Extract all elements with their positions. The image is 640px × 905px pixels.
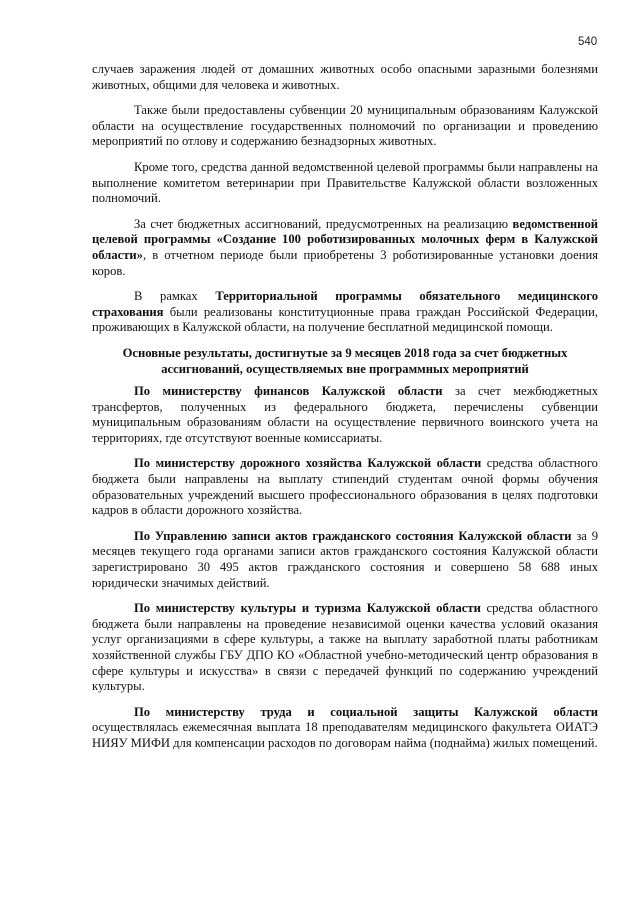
paragraph <box>92 62 598 93</box>
paragraph-text: за счет межбюджетных трансфертов, полученных из федерального бюджета, перечислены субвенции муниципальным образованиям области на осуществление первичного воинского учета на территориях, где отсутствуют военные комиссариаты. <box>92 384 598 445</box>
paragraph <box>92 103 598 150</box>
ministry-paragraph <box>92 529 598 591</box>
ministry-name: По министерству финансов Калужской области <box>134 384 443 399</box>
program-name: Территориальной программы обязательного медицинского страхования <box>92 289 598 319</box>
page-content <box>92 62 598 762</box>
paragraph-text: средства областного бюджета были направлены на выплату стипендий студентам очной формы обучения образовательных учреждений высшего профессионального образования в целях подготовки кадров в области дорожного хозяйства. <box>92 456 598 518</box>
ministry-paragraph <box>92 456 598 518</box>
page-number: 540 <box>578 36 598 48</box>
ministry-name: По министерству культуры и туризма Калужской области <box>134 601 481 616</box>
paragraph-text: Также были предоставлены субвенции 20 муниципальным образованиям Калужской области на осуществление государственных полномочий по организации и проведению мероприятий по отлову и содержанию безнадзорных животных. <box>92 103 598 149</box>
paragraph <box>92 217 598 279</box>
paragraph-lead: В рамках <box>134 289 216 304</box>
paragraph-text: за 9 месяцев текущего года органами записи актов гражданского состояния Калужской области зарегистрировано 30 495 актов гражданского состояния и совершено 58 688 иных юридически значимых действий. <box>92 528 598 590</box>
paragraph-text: были реализованы конституционные права граждан Российской Федерации, проживающих в Калужской области, на получение бесплатной медицинской помощи. <box>92 304 598 335</box>
paragraph-text: осуществлялась ежемесячная выплата 18 преподавателям медицинского факультета ОИАТЭ НИЯУ МИФИ для компенсации расходов по договорам найма (поднайма) жилых помещений. <box>92 720 598 750</box>
paragraph-lead: За счет бюджетных ассигнований, предусмотренных на реализацию <box>134 216 513 231</box>
section-heading: Основные результаты, достигнутые за 9 месяцев 2018 года за счет бюджетных ассигнований, осуществляемых вне программных мероприятий <box>122 345 568 376</box>
ministry-name: По Управлению записи актов гражданского состояния Калужской области <box>134 528 572 543</box>
paragraph-text: средства областного бюджета были направлены на проведение независимой оценки качества условий оказания услуг организациями в сфере культуры, а также на выплату заработной платы работникам хозяйственной службы ГБУ ДПО КО «Областной учебно-методический центр образования в сфере культуры и искусства» в связи с передачей функций по содержанию учреждений культуры. <box>92 601 598 694</box>
ministry-name: По министерству труда и социальной защиты Калужской области <box>134 704 598 719</box>
paragraph-text: случаев заражения людей от домашних животных особо опасными заразными болезнями животных, общими для человека и животных. <box>92 62 598 92</box>
paragraph-text: Кроме того, средства данной ведомственной целевой программы были направлены на выполнение комитетом ветеринарии при Правительстве Калужской области возложенных полномочий. <box>92 159 598 206</box>
program-name: ведомственной целевой программы «Создание 100 роботизированных молочных ферм в Калужской области» <box>92 216 598 262</box>
ministry-paragraph <box>92 601 598 695</box>
ministry-paragraph <box>92 705 598 752</box>
paragraph-text: , в отчетном периоде были приобретены 3 роботизированные установки доения коров. <box>92 247 598 278</box>
paragraph <box>92 289 598 336</box>
ministry-paragraph <box>92 384 598 446</box>
ministry-name: По министерству дорожного хозяйства Калужской области <box>134 456 482 471</box>
paragraph <box>92 160 598 207</box>
